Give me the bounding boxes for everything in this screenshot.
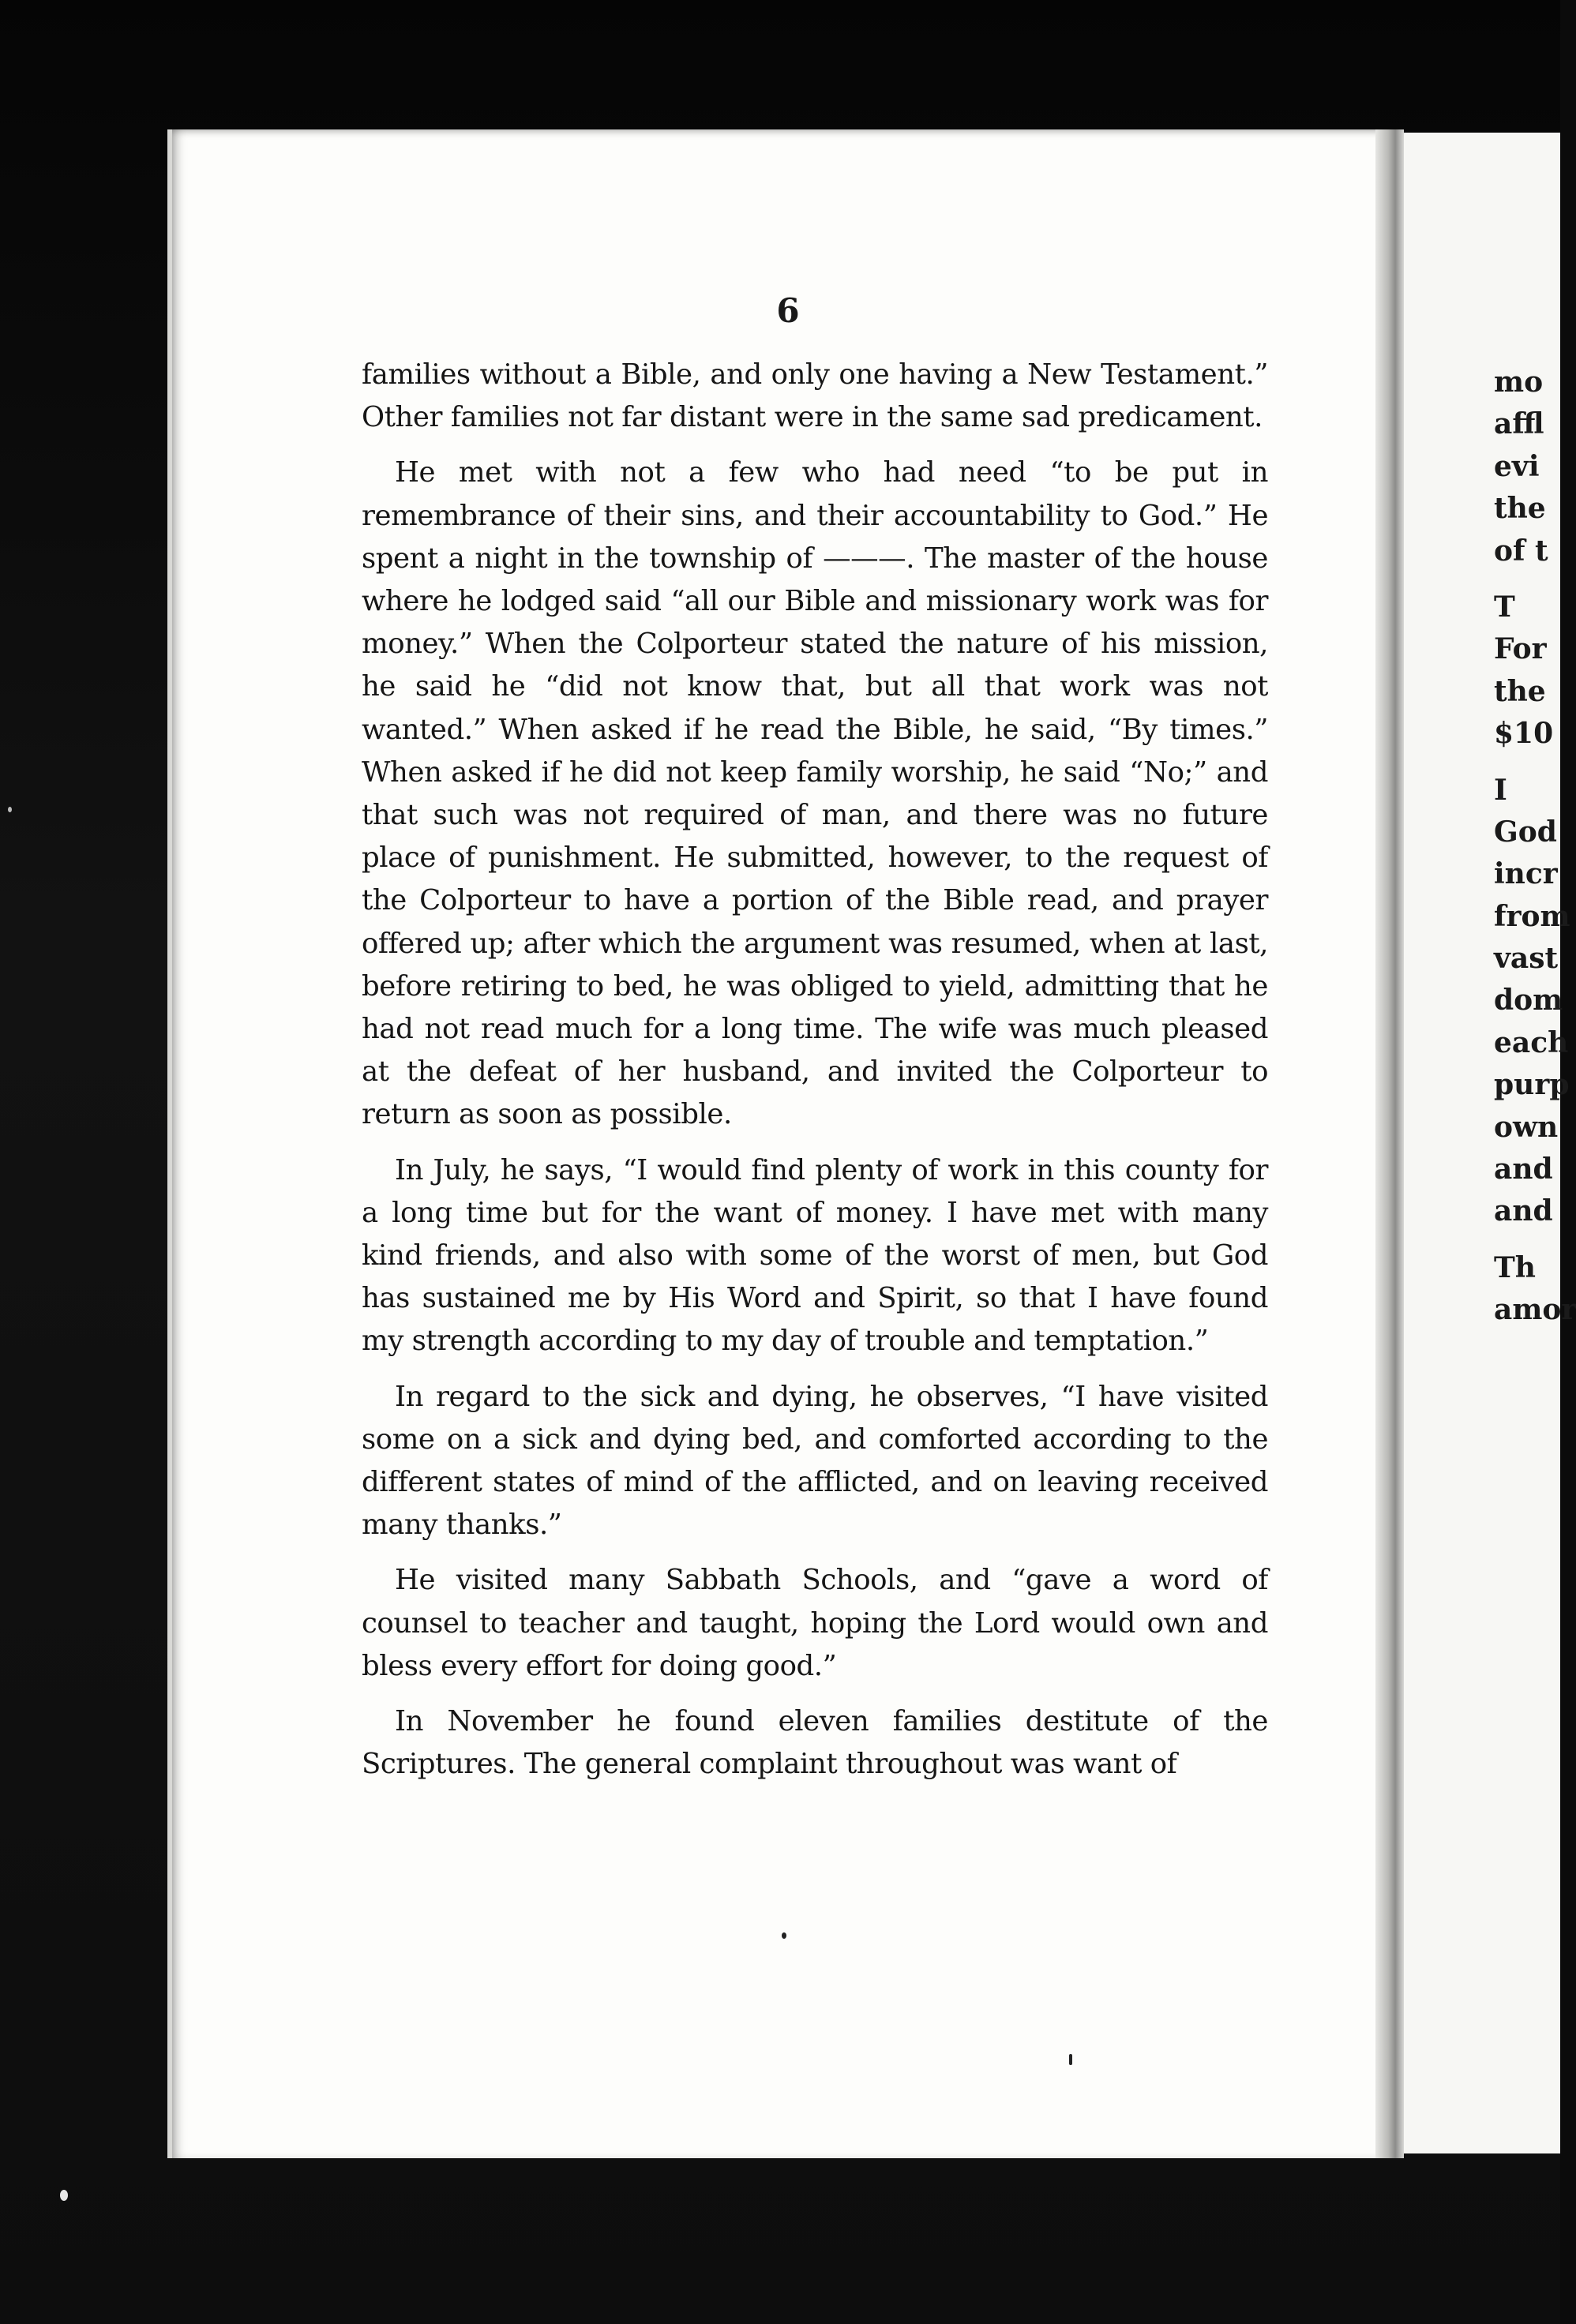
fragment-line: the [1494,674,1546,708]
fragment-line: amor [1494,1293,1576,1327]
fragment-line: For [1494,632,1547,666]
paragraph-1: families without a Bible, and only one having a New Testament.” Other families not far distant were in the same sad predicament. [362,358,1268,434]
fragment-line: the [1494,492,1546,526]
fragment-line: and [1494,1194,1553,1228]
fragment-line: affl [1494,407,1544,441]
fragment-line: and [1494,1153,1553,1186]
fragment-line: I [1494,773,1507,807]
fragment-line: God [1494,815,1557,849]
paragraph-2: He met with not a few who had need “to be put in remembrance of their sins, and their accountability to God.” He spent a night in the township of ———. The master of the house where he lodged said “all our Bible and missionary work was for money.” When the Colporteur stated the nature of his mission, he said he “did not know that, but all that work was not wanted.” When asked if he read the Bible, he said, “By times.” When asked if he did not keep family worship, he said “No;” and that such was not required of man, and there was no future place of punishment. He submitted, however, to the request of the Colporteur to have a portion of the Bible read, and prayer offered up; after which the argument was resumed, when at last, before retiring to bed, he was obliged to yield, admitting that he had not read much for a long time. The wife was much pleased at the defeat of her husband, and invited the Colporteur to return as soon as possible. [362,456,1268,1131]
fragment-line: each [1494,1025,1569,1059]
paragraph-6: In November he found eleven families destitute of the Scriptures. The general complaint throughout was want of [362,1705,1268,1781]
fragment-line: from [1494,899,1570,933]
fragment-line: of t [1494,534,1548,568]
fragment-line: purp [1494,1068,1570,1102]
fragment-line: $10 [1494,717,1554,751]
fragment-line: Th [1494,1250,1536,1284]
paragraph-5: He visited many Sabbath Schools, and “gave a word of counsel to teacher and taught, hoping the Lord would own and bless every effort for doing good.” [362,1564,1268,1682]
print-speck [1069,2054,1072,2065]
book-gutter [1375,129,1404,2158]
paragraph-3: In July, he says, “I would find plenty of work in this county for a long time but for the want of money. I have met with many kind friends, and also with some of the worst of men, but God has sustained me by His Word and Spirit, so that I have found my strength according to my day of trouble and temptation.” [362,1153,1268,1358]
facing-page-text-fragments [1494,362,1576,1332]
print-speck [782,1932,786,1939]
fragment-line: own [1494,1110,1559,1144]
fragment-line: dom [1494,984,1563,1018]
edge-speck [8,807,12,812]
fragment-line: evi [1494,449,1540,483]
paragraph-4: In regard to the sick and dying, he observes, “I have visited some on a sick and dying bed, and comforted according to the different states of mind of the afflicted, and on leaving received many thanks.” [362,1380,1268,1542]
fragment-line: incr [1494,857,1558,891]
page-number: 6 [776,291,800,330]
page-body-text [362,354,1268,1799]
fragment-line: vast [1494,942,1559,976]
fragment-line: T [1494,590,1515,624]
edge-speck [60,2190,68,2201]
fragment-line: mo [1494,365,1544,399]
